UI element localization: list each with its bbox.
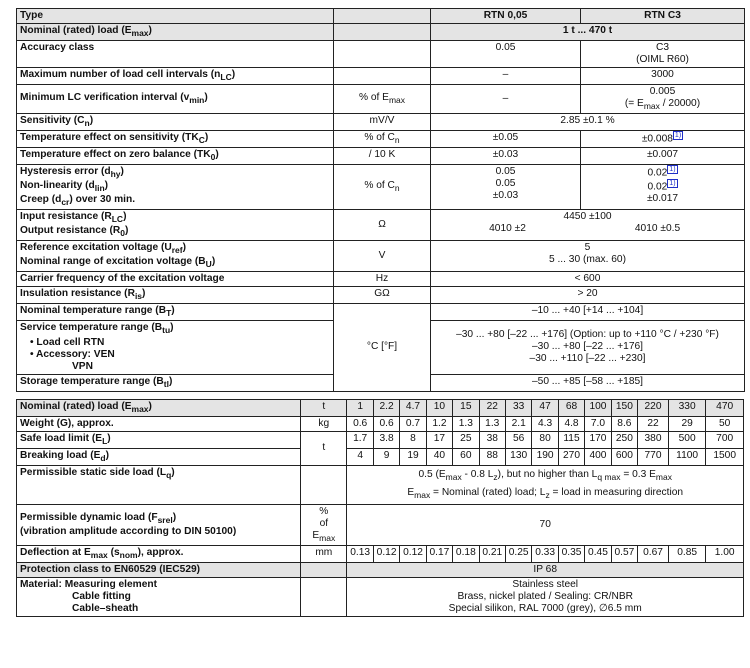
row-label: Nominal (rated) load $(E_{max})$ — [17, 24, 334, 41]
unit: °C [°F] — [334, 304, 431, 391]
row-label: Temperature effect on zero balance $(TK_0)$ — [17, 148, 334, 165]
unit-header — [334, 9, 431, 24]
load-cell: 10 — [426, 399, 452, 416]
weight-cell: 0.6 — [373, 416, 399, 431]
safe-cell: 38 — [479, 431, 505, 448]
unit: V — [334, 241, 431, 272]
table-row — [17, 148, 745, 165]
deflection-cell: 0.17 — [426, 545, 452, 562]
safe-cell: 1.7 — [347, 431, 373, 448]
deflection-cell: 0.13 — [347, 545, 373, 562]
value: 0.05 0.05 ±0.03 — [431, 165, 581, 210]
break-cell: 9 — [373, 448, 399, 465]
load-cell: 220 — [638, 399, 669, 416]
safe-cell: 700 — [706, 431, 744, 448]
value: ±0.008 $^{1)}$ — [581, 131, 745, 148]
unit: % of $C_n$ — [334, 165, 431, 210]
row-label: Temperature effect on sensitivity $(TK_C)$ — [17, 131, 334, 148]
value: > 20 — [431, 287, 745, 304]
unit: mm — [301, 545, 347, 562]
table-row — [17, 68, 745, 85]
row-label: Permissible static side load $(L_q)$ — [17, 465, 301, 504]
table-row — [17, 431, 744, 448]
table-row — [17, 416, 744, 431]
value: 3000 — [581, 68, 745, 85]
row-label: Nominal (rated) load $(E_{max})$ — [17, 399, 301, 416]
load-cell: 2.2 — [373, 399, 399, 416]
value: 0.02 $^{1)}$ 0.02 $^{1)}$ ±0.017 — [581, 165, 745, 210]
unit: t — [301, 431, 347, 465]
break-cell: 19 — [400, 448, 426, 465]
row-label: Safe load limit $(E_L)$ — [17, 431, 301, 448]
safe-cell: 25 — [453, 431, 479, 448]
unit: % of $E_{max}$ — [301, 504, 347, 545]
value: – — [431, 85, 581, 114]
weight-cell: 1.3 — [479, 416, 505, 431]
footnote-link[interactable]: 1) — [674, 132, 682, 140]
weight-cell: 1.3 — [453, 416, 479, 431]
safe-cell: 115 — [558, 431, 584, 448]
row-label: Accuracy class — [17, 41, 334, 68]
table-row — [17, 577, 744, 616]
unit: GΩ — [334, 287, 431, 304]
row-label: Protection class to EN60529 (IEC529) — [17, 562, 301, 577]
safe-cell: 56 — [505, 431, 531, 448]
value: 0.05 — [431, 41, 581, 68]
table-row — [17, 287, 745, 304]
deflection-cell: 0.45 — [585, 545, 611, 562]
unit: / 10 K — [334, 148, 431, 165]
row-label: Service temperature range $(B_{tu})$ • Load cell RTN • Accessory: VEN VPN — [17, 321, 334, 374]
deflection-cell: 0.67 — [638, 545, 669, 562]
table-row — [17, 304, 745, 321]
table-row — [17, 114, 745, 131]
row-label: Material: Measuring element Cable fitting Cable–sheath — [17, 577, 301, 616]
deflection-cell: 0.35 — [558, 545, 584, 562]
weight-cell: 0.6 — [347, 416, 373, 431]
unit: t — [301, 399, 347, 416]
table-row — [17, 9, 745, 24]
unit: mV/V — [334, 114, 431, 131]
value: 70 — [347, 504, 744, 545]
value: 0.5 ($E_{max} - 0.8$ $L_z$), but no higher than $L_{q max} = 0.3$ $E_{max}$ $E_{max}$ = Nominal (rated) load; $L_z$ = load in measuring direction — [347, 465, 744, 504]
weight-cell: 50 — [706, 416, 744, 431]
load-cell: 4.7 — [400, 399, 426, 416]
value: –50 ... +85 [–58 ... +185] — [431, 374, 745, 391]
weight-cell: 2.1 — [505, 416, 531, 431]
break-cell: 1100 — [668, 448, 705, 465]
spec-table-general — [16, 8, 745, 392]
load-cell: 100 — [585, 399, 611, 416]
load-cell: 15 — [453, 399, 479, 416]
load-cell: 330 — [668, 399, 705, 416]
table-row — [17, 165, 745, 210]
load-cell: 1 — [347, 399, 373, 416]
row-label: Storage temperature range $(B_{tl})$ — [17, 374, 334, 391]
value: ±0.03 — [431, 148, 581, 165]
value: IP 68 — [347, 562, 744, 577]
break-cell: 770 — [638, 448, 669, 465]
load-cell: 470 — [706, 399, 744, 416]
table-row — [17, 210, 745, 241]
unit: % of $C_n$ — [334, 131, 431, 148]
break-cell: 60 — [453, 448, 479, 465]
load-cell: 33 — [505, 399, 531, 416]
value: –10 ... +40 [+14 ... +104] — [431, 304, 745, 321]
break-cell: 88 — [479, 448, 505, 465]
weight-cell: 8.6 — [611, 416, 637, 431]
weight-cell: 4.3 — [532, 416, 558, 431]
deflection-cell: 0.25 — [505, 545, 531, 562]
deflection-cell: 0.57 — [611, 545, 637, 562]
safe-cell: 500 — [668, 431, 705, 448]
deflection-cell: 0.85 — [668, 545, 705, 562]
row-label: Weight (G), approx. — [17, 416, 301, 431]
break-cell: 600 — [611, 448, 637, 465]
table-row — [17, 85, 745, 114]
weight-cell: 0.7 — [400, 416, 426, 431]
row-label: Deflection at $E_{max}$ $(s_{nom})$, approx. — [17, 545, 301, 562]
weight-cell: 7.0 — [585, 416, 611, 431]
deflection-cell: 0.33 — [532, 545, 558, 562]
value: 0.005 (= $E_{max} / 20000$) — [581, 85, 745, 114]
deflection-cell: 0.21 — [479, 545, 505, 562]
spec-sheet — [16, 8, 744, 617]
value: 4450 ±100 4010 ±2 4010 ±0.5 — [431, 210, 745, 241]
value: ±0.007 — [581, 148, 745, 165]
row-label: Carrier frequency of the excitation voltage — [17, 272, 334, 287]
break-cell: 270 — [558, 448, 584, 465]
safe-cell: 250 — [611, 431, 637, 448]
row-label: Reference excitation voltage $(U_{ref})$ Nominal range of excitation voltage $(B_U)$ — [17, 241, 334, 272]
weight-cell: 22 — [638, 416, 669, 431]
value: C3 (OIML R60) — [581, 41, 745, 68]
value: –30 ... +80 [–22 ... +176] (Option: up to +110 °C / +230 °F) –30 ... +80 [–22 ... +176] –30 ... +110 [–22 ... +230] — [431, 321, 745, 374]
weight-cell: 29 — [668, 416, 705, 431]
break-cell: 4 — [347, 448, 373, 465]
rtnc3-header: RTN C3 — [581, 9, 745, 24]
footnote-link[interactable]: 1) — [669, 166, 676, 174]
value: – — [431, 68, 581, 85]
row-label: Nominal temperature range $(B_T)$ — [17, 304, 334, 321]
value: 1 t ... 470 t — [431, 24, 745, 41]
break-cell: 190 — [532, 448, 558, 465]
table-row — [17, 241, 745, 272]
table-row — [17, 41, 745, 68]
value: 5 5 ... 30 (max. 60) — [431, 241, 745, 272]
safe-cell: 170 — [585, 431, 611, 448]
row-label: Permissible dynamic load $(F_{srel})$ (vibration amplitude according to DIN 50100) — [17, 504, 301, 545]
rtn005-header: RTN 0,05 — [431, 9, 581, 24]
deflection-cell: 0.12 — [400, 545, 426, 562]
type-header: Type — [17, 9, 334, 24]
load-cell: 22 — [479, 399, 505, 416]
table-row — [17, 131, 745, 148]
break-cell: 1500 — [706, 448, 744, 465]
unit: Hz — [334, 272, 431, 287]
table-row — [17, 448, 744, 465]
unit: kg — [301, 416, 347, 431]
safe-cell: 380 — [638, 431, 669, 448]
deflection-cell: 0.18 — [453, 545, 479, 562]
table-row — [17, 272, 745, 287]
table-row — [17, 504, 744, 545]
value: 2.85 ±0.1 % — [431, 114, 745, 131]
table-row — [17, 545, 744, 562]
spec-table-loads — [16, 399, 744, 617]
table-row — [17, 562, 744, 577]
load-cell: 150 — [611, 399, 637, 416]
safe-cell: 17 — [426, 431, 452, 448]
row-label: Sensitivity $(C_n)$ — [17, 114, 334, 131]
value: ±0.05 — [431, 131, 581, 148]
break-cell: 40 — [426, 448, 452, 465]
deflection-cell: 0.12 — [373, 545, 399, 562]
row-label: Maximum number of load cell intervals $(n_{LC})$ — [17, 68, 334, 85]
safe-cell: 3.8 — [373, 431, 399, 448]
value: Stainless steel Brass, nickel plated / Sealing: CR/NBR Special silikon, RAL 7000 (grey), ∅6.5 mm — [347, 577, 744, 616]
table-row — [17, 465, 744, 504]
table-row — [17, 399, 744, 416]
safe-cell: 8 — [400, 431, 426, 448]
break-cell: 130 — [505, 448, 531, 465]
row-label: Breaking load $(E_d)$ — [17, 448, 301, 465]
row-label: Insulation resistance $(R_{is})$ — [17, 287, 334, 304]
load-cell: 47 — [532, 399, 558, 416]
value: < 600 — [431, 272, 745, 287]
table-row — [17, 24, 745, 41]
unit: Ω — [334, 210, 431, 241]
row-label: Hysteresis error $(d_{hy})$ Non-linearity $(d_{lin})$ Creep $(d_{cr})$ over 30 min. — [17, 165, 334, 210]
unit: % of $E_{max}$ — [334, 85, 431, 114]
break-cell: 400 — [585, 448, 611, 465]
deflection-cell: 1.00 — [706, 545, 744, 562]
row-label: Input resistance $(R_{LC})$ Output resistance $(R_0)$ — [17, 210, 334, 241]
footnote-link[interactable]: 1) — [669, 179, 676, 187]
weight-cell: 4.8 — [558, 416, 584, 431]
row-label: Minimum LC verification interval $(v_{min})$ — [17, 85, 334, 114]
weight-cell: 1.2 — [426, 416, 452, 431]
load-cell: 68 — [558, 399, 584, 416]
safe-cell: 80 — [532, 431, 558, 448]
